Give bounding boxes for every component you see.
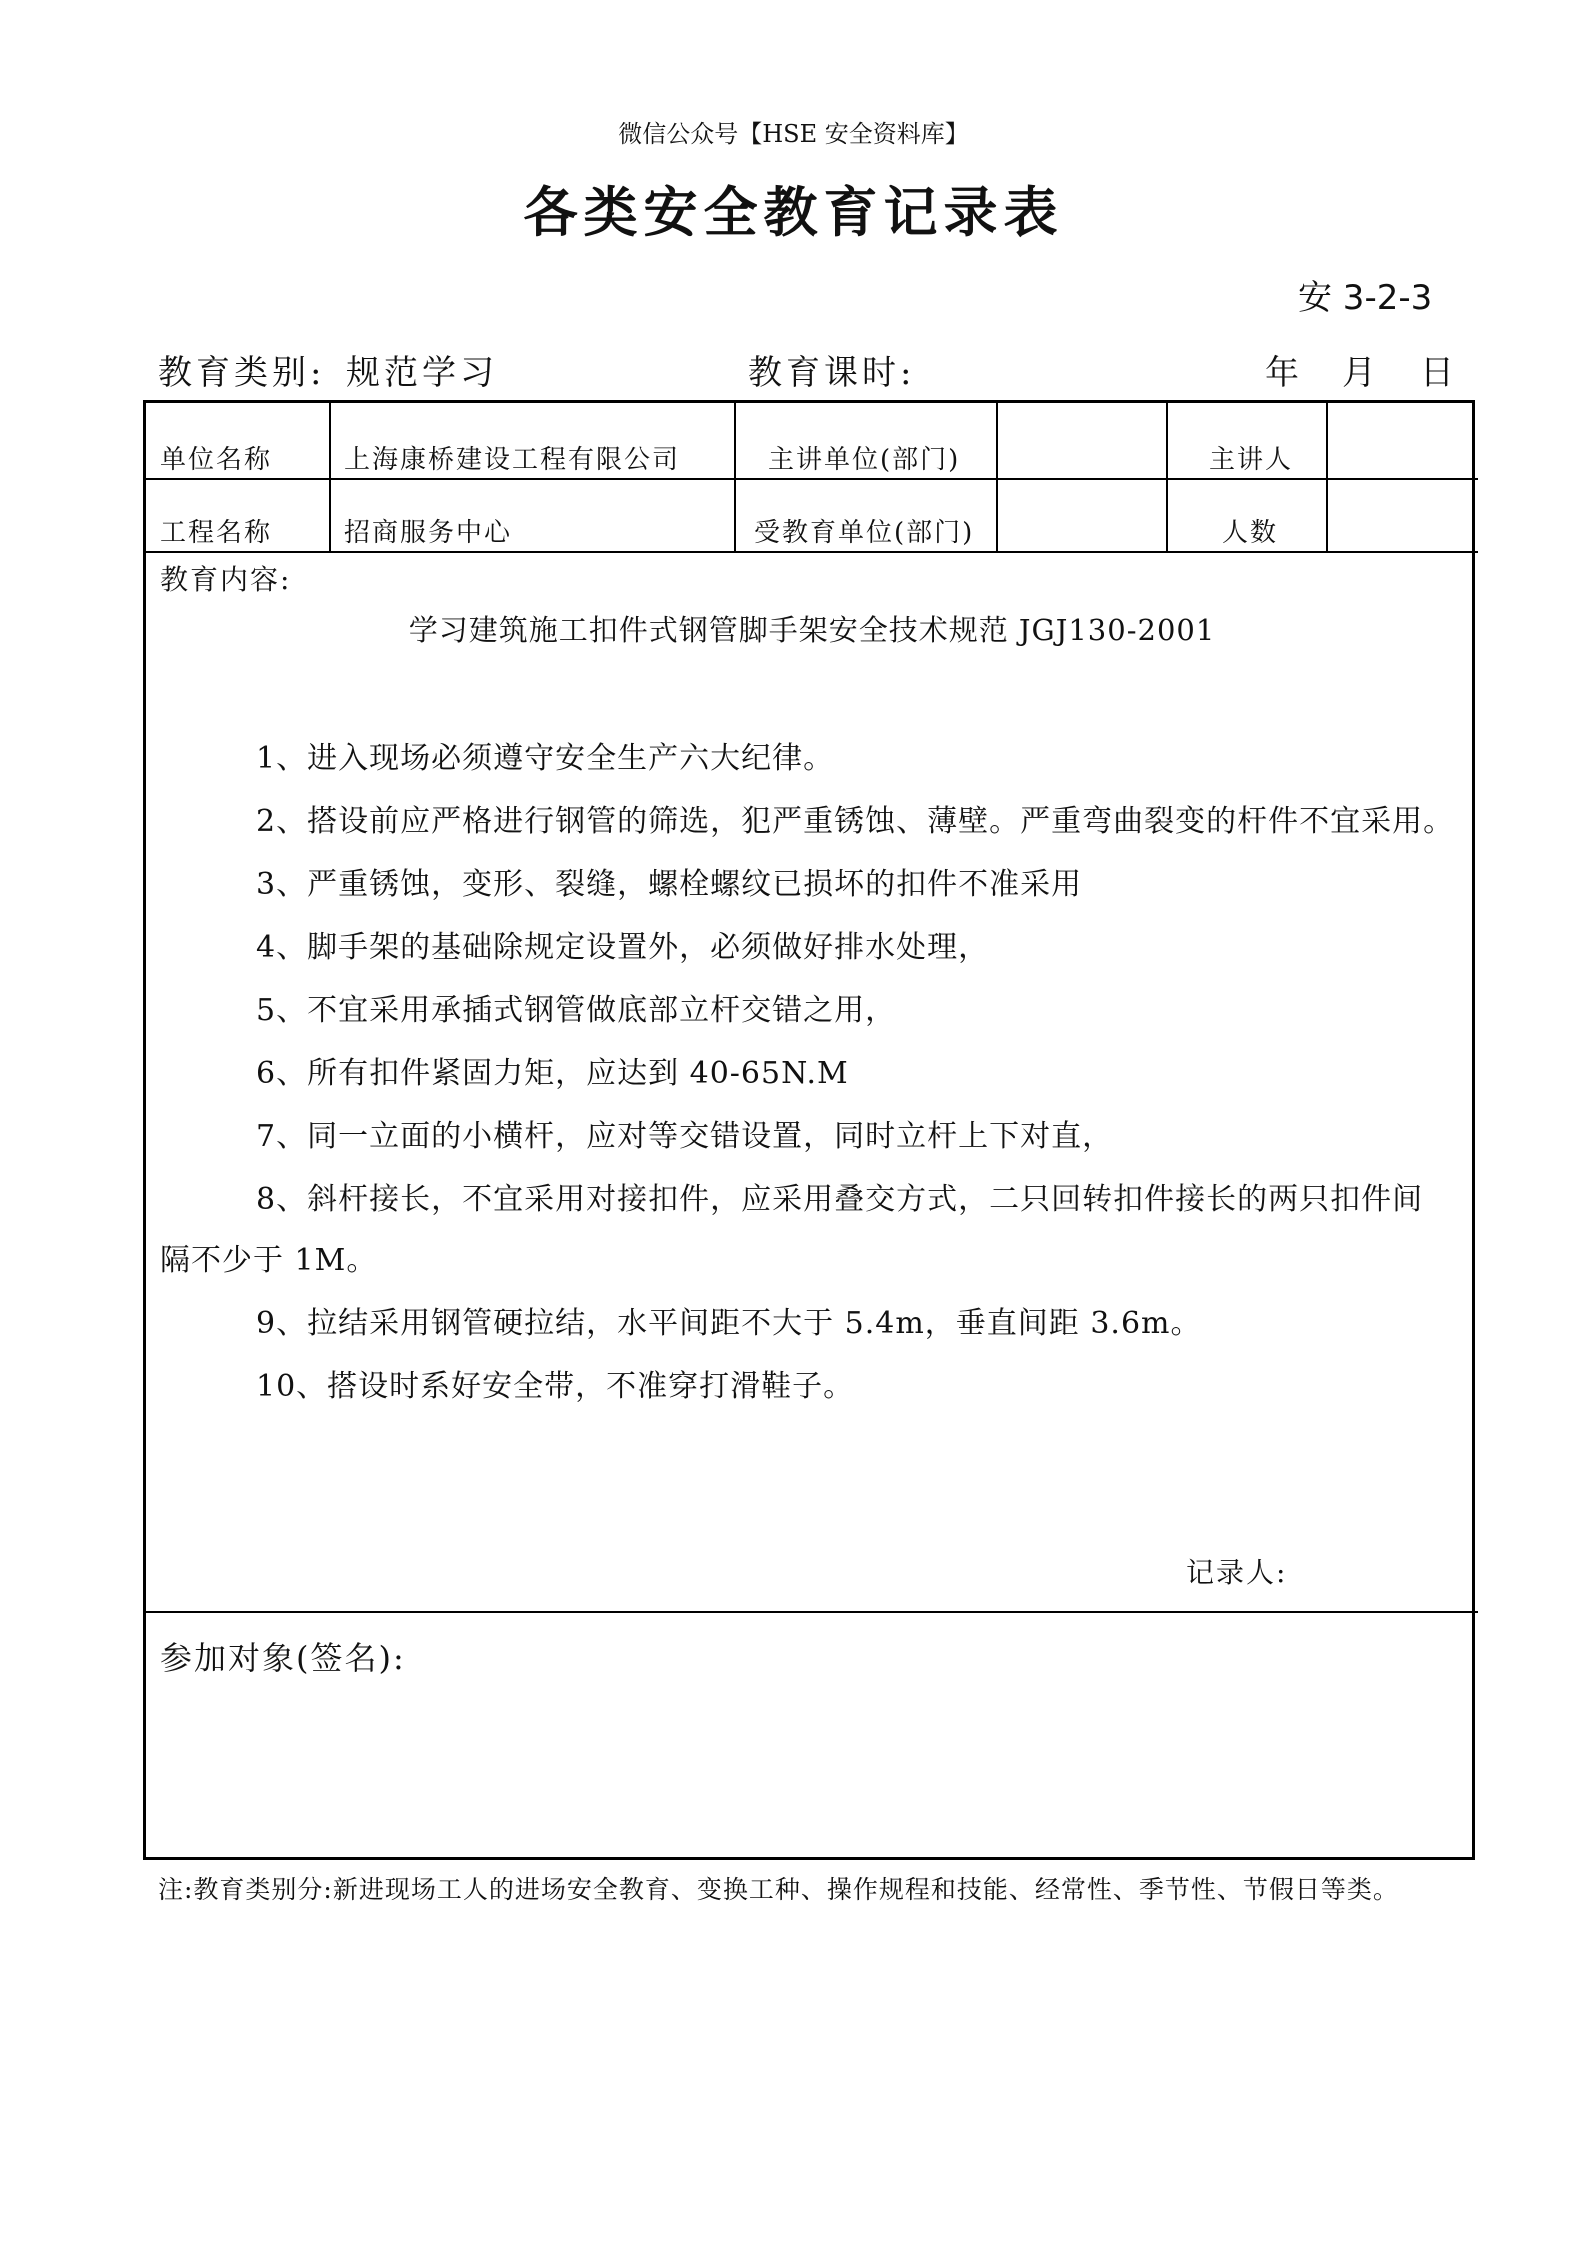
list-item: 4、脚手架的基础除规定设置外，必须做好排水处理， [256, 930, 990, 965]
list-item: 1、进入现场必须遵守安全生产六大纪律。 [256, 741, 835, 776]
column-divider [329, 403, 331, 552]
year-label: 年 [1265, 353, 1303, 393]
content-heading: 学习建筑施工扣件式钢管脚手架安全技术规范 JGJ130-2001 [408, 613, 1216, 647]
category-value: 规范学习 [346, 353, 498, 393]
unit-name-label: 单位名称 [160, 445, 273, 475]
list-item: 8、斜杆接长，不宜采用对接扣件，应采用叠交方式，二只回转扣件接长的两只扣件间 [256, 1182, 1424, 1217]
list-item: 3、严重锈蚀，变形、裂缝，螺栓螺纹已损坏的扣件不准采用 [256, 867, 1083, 902]
signature-label: 参加对象(签名): [160, 1639, 406, 1677]
column-divider [734, 403, 736, 552]
footnote: 注:教育类别分:新进现场工人的进场安全教育、变换工种、操作规程和技能、经常性、季节性、节假日等类。 [158, 1875, 1399, 1904]
lecturer-label: 主讲人 [1209, 445, 1294, 475]
day-label: 日 [1420, 353, 1458, 393]
lecturer-unit-label: 主讲单位(部门) [768, 445, 961, 475]
category-label: 教育类别: [158, 353, 326, 393]
trainee-unit-label: 受教育单位(部门) [754, 518, 975, 548]
list-item-continuation: 隔不少于 1M。 [160, 1243, 378, 1278]
education-record-form [143, 400, 1475, 1860]
unit-name-value: 上海康桥建设工程有限公司 [344, 445, 681, 475]
column-divider [1166, 403, 1168, 552]
project-name-value: 招商服务中心 [344, 518, 513, 548]
list-item: 6、所有扣件紧固力矩，应达到 40-65N.M [256, 1056, 849, 1091]
document-code: 安 3-2-3 [1298, 278, 1433, 318]
column-divider [1326, 403, 1328, 552]
content-label: 教育内容: [160, 563, 292, 596]
list-item: 7、同一立面的小横杆，应对等交错设置，同时立杆上下对直， [256, 1119, 1114, 1154]
recorder-label: 记录人: [1186, 1556, 1288, 1589]
page-title: 各类安全教育记录表 [523, 180, 1064, 244]
month-label: 月 [1342, 353, 1380, 393]
project-name-label: 工程名称 [160, 518, 273, 548]
section-divider [146, 1611, 1478, 1613]
row-divider [146, 478, 1478, 480]
column-divider [996, 403, 998, 552]
list-item: 10、搭设时系好安全带，不准穿打滑鞋子。 [256, 1369, 855, 1404]
headcount-label: 人数 [1222, 518, 1279, 548]
class-hours-label: 教育课时: [748, 353, 916, 393]
list-item: 5、不宜采用承插式钢管做底部立杆交错之用， [256, 993, 897, 1028]
header-note: 微信公众号【HSE 安全资料库】 [618, 120, 969, 148]
list-item: 9、拉结采用钢管硬拉结，水平间距不大于 5.4m，垂直间距 3.6m。 [256, 1306, 1202, 1341]
list-item: 2、搭设前应严格进行钢管的筛选，犯严重锈蚀、薄壁。严重弯曲裂变的杆件不宜采用。 [256, 804, 1455, 839]
row-divider [146, 551, 1478, 553]
